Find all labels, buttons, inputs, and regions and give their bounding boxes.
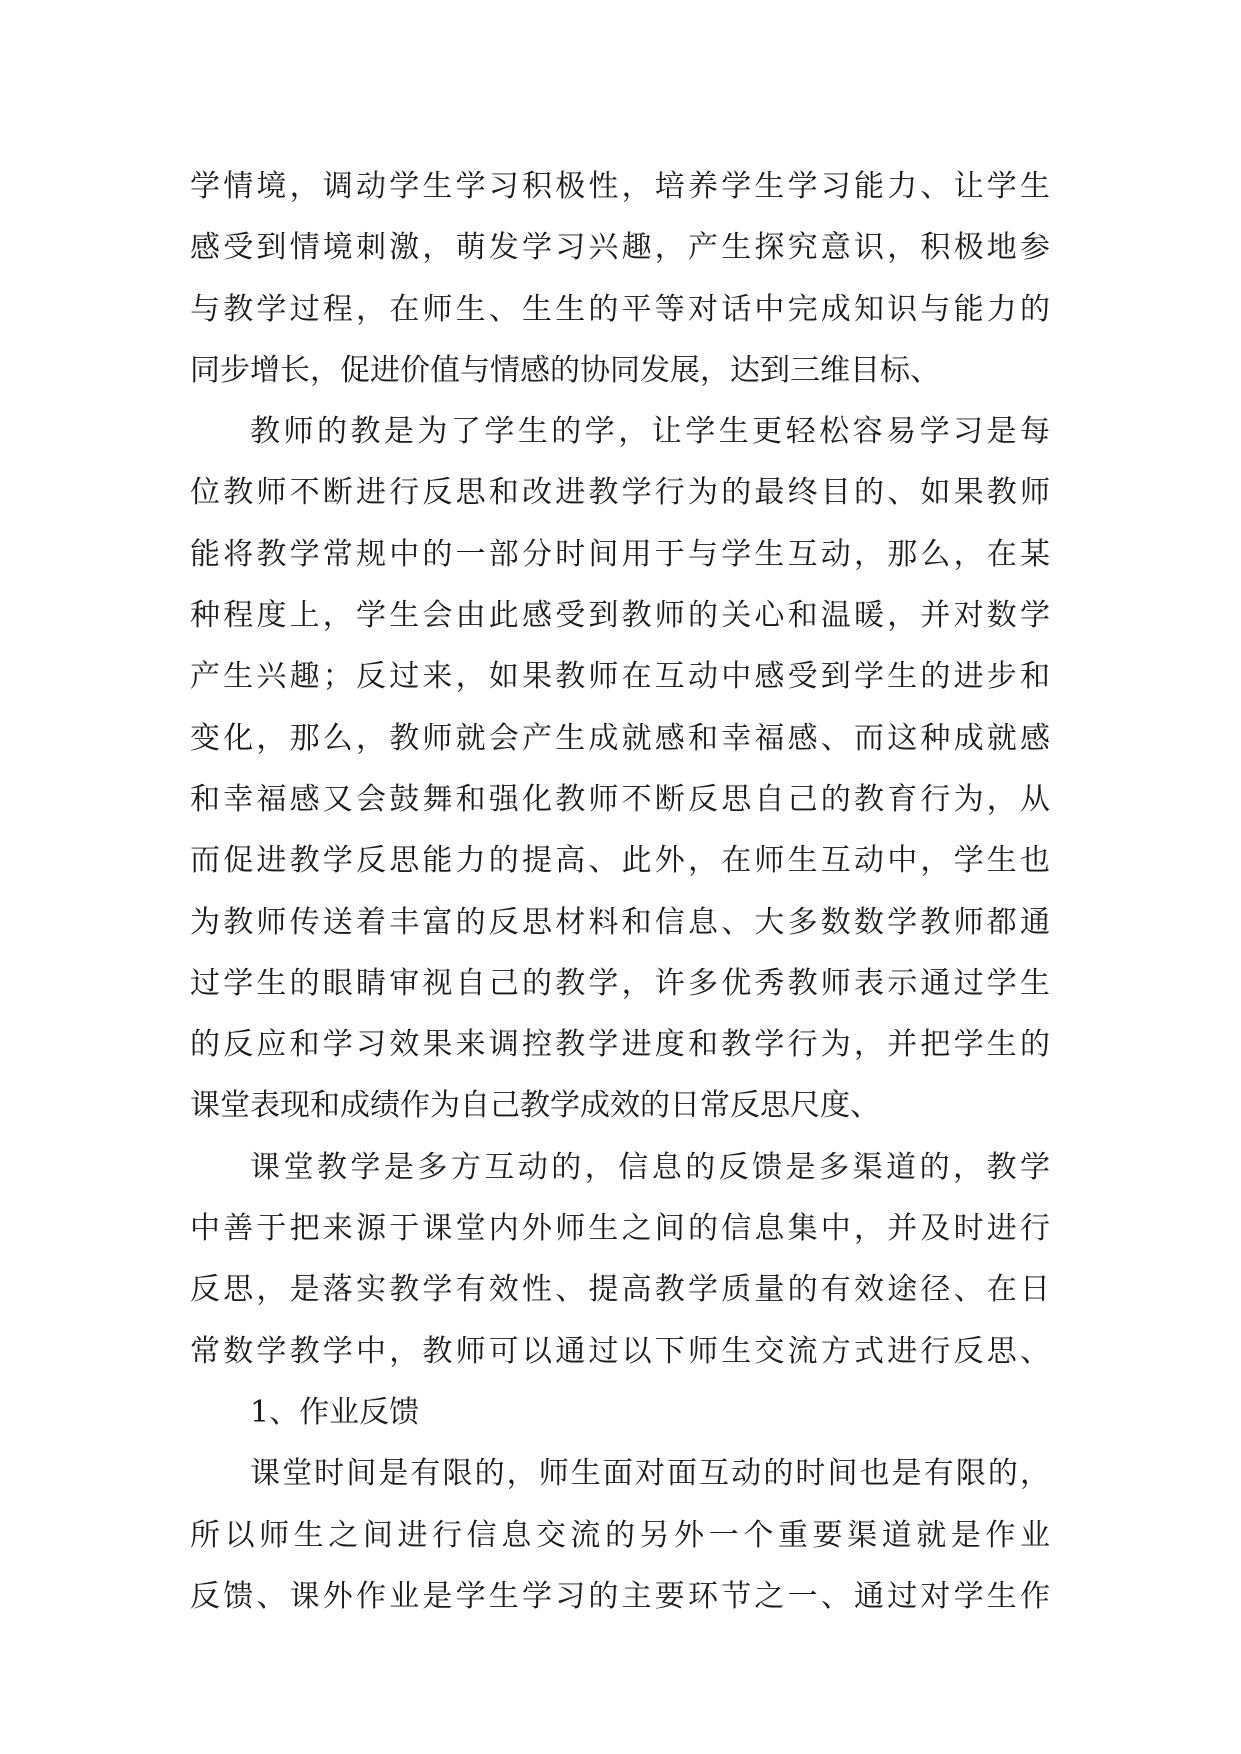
text-line: 种程度上，学生会由此感受到教师的关心和温暖，并对数学 [190,598,1050,634]
text-line: 的反应和学习效果来调控教学进度和教学行为，并把学生的 [190,1027,1050,1063]
text-line: 为教师传送着丰富的反思材料和信息、大多数数学教师都通 [190,904,1050,940]
text-line: 产生兴趣；反过来，如果教师在互动中感受到学生的进步和 [190,659,1050,695]
section-heading: 1、作业反馈 [250,1394,420,1430]
text-line: 位教师不断进行反思和改进教学行为的最终目的、如果教师 [190,475,1050,511]
body-text [190,156,1050,1627]
text-line: 和幸福感又会鼓舞和强化教师不断反思自己的教育行为，从 [190,781,1050,817]
text-line: 感受到情境刺激，萌发学习兴趣，产生探究意识，积极地参 [190,230,1050,266]
text-line: 课堂时间是有限的，师生面对面互动的时间也是有限的， [250,1456,1050,1492]
text-line: 反馈、课外作业是学生学习的主要环节之一、通过对学生作 [190,1578,1050,1614]
text-line: 教师的教是为了学生的学，让学生更轻松容易学习是每 [250,414,1050,450]
text-line: 同步增长，促进价值与情感的协同发展，达到三维目标、 [190,352,940,388]
text-line: 学情境，调动学生学习积极性，培养学生学习能力、让学生 [190,169,1050,204]
text-line: 所以师生之间进行信息交流的另外一个重要渠道就是作业 [190,1517,1050,1553]
text-line: 变化，那么，教师就会产生成就感和幸福感、而这种成就感 [190,720,1050,756]
text-line: 中善于把来源于课堂内外师生之间的信息集中，并及时进行 [190,1211,1050,1247]
text-line: 与教学过程，在师生、生生的平等对话中完成知识与能力的 [190,291,1050,327]
text-line: 反思，是落实教学有效性、提高教学质量的有效途径、在日 [190,1272,1050,1308]
text-line: 课堂教学是多方互动的，信息的反馈是多渠道的，教学 [250,1149,1050,1185]
text-line: 而促进教学反思能力的提高、此外，在师生互动中，学生也 [190,843,1050,879]
text-line: 过学生的眼睛审视自己的教学，许多优秀教师表示通过学生 [190,965,1050,1001]
text-line: 常数学教学中，教师可以通过以下师生交流方式进行反思、 [190,1333,1050,1369]
text-line: 课堂表现和成绩作为自己教学成效的日常反思尺度、 [190,1088,880,1124]
text-line: 能将教学常规中的一部分时间用于与学生互动，那么，在某 [190,536,1050,572]
